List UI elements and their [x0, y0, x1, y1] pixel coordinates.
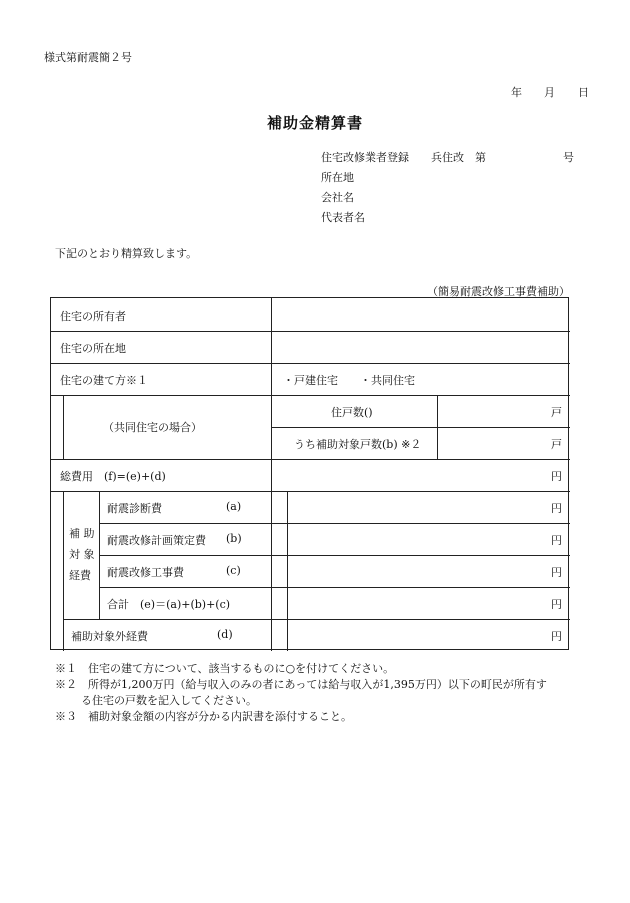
owner-label: 住宅の所有者: [60, 310, 126, 323]
settlement-table: [50, 297, 569, 650]
registration-line: 住宅改修業者登録 兵住改 第 号: [321, 151, 574, 164]
row-divider: [99, 555, 570, 556]
total-cost-label: 総費用 (f)=(e)+(d): [60, 470, 166, 483]
column-divider: [99, 491, 100, 619]
subsidy-group-label-3: 経費: [69, 569, 91, 582]
building-type-options[interactable]: ・戸建住宅 ・共同住宅: [283, 374, 415, 387]
unit-yen: 円: [551, 566, 562, 579]
plan-label: 耐震改修計画策定費: [107, 534, 206, 547]
subsidy-group-label-2: 対 象: [69, 548, 95, 561]
row-divider: [51, 363, 570, 364]
shared-housing-label: （共同住宅の場合）: [103, 421, 202, 434]
unit-house: 戸: [551, 406, 562, 419]
diagnosis-code: (a): [226, 500, 242, 513]
unit-yen: 円: [551, 598, 562, 611]
excluded-cost-code: (d): [217, 628, 233, 641]
row-divider: [51, 491, 570, 492]
unit-yen: 円: [551, 470, 562, 483]
row-divider: [51, 395, 570, 396]
column-divider: [287, 491, 288, 651]
row-divider: [271, 427, 570, 428]
representative-label: 代表者名: [321, 211, 365, 224]
unit-yen: 円: [551, 630, 562, 643]
column-divider: [63, 395, 64, 459]
date-month-label: 月: [544, 86, 555, 99]
row-divider: [99, 587, 570, 588]
note-2-continued: る住宅の戸数を記入してください。: [81, 694, 257, 707]
diagnosis-label: 耐震診断費: [107, 502, 162, 515]
date-year-label: 年: [511, 86, 522, 99]
note-3: ※３ 補助対象金額の内容が分かる内訳書を添付すること。: [55, 710, 352, 723]
unit-yen: 円: [551, 534, 562, 547]
row-divider: [63, 619, 570, 620]
work-code: (c): [226, 564, 241, 577]
intro-text: 下記のとおり精算致します。: [55, 247, 198, 260]
location-label: 住宅の所在地: [60, 342, 126, 355]
address-label: 所在地: [321, 171, 354, 184]
date-day-label: 日: [578, 86, 589, 99]
building-type-label: 住宅の建て方※１: [60, 374, 148, 387]
form-number: 様式第耐震簡２号: [44, 51, 132, 64]
unit-house: 戸: [551, 438, 562, 451]
note-2: ※２ 所得が1,200万円（給与収入のみの者にあっては給与収入が1,395万円）以下の町民が所有す: [55, 678, 547, 691]
subtotal-label: 合計 (e)＝(a)+(b)+(c): [107, 598, 231, 611]
plan-code: (b): [226, 532, 242, 545]
column-divider: [63, 491, 64, 651]
column-divider: [437, 395, 438, 459]
subsidized-count-label: うち補助対象戸数(b) ※２: [294, 438, 422, 451]
work-label: 耐震改修工事費: [107, 566, 184, 579]
household-count-label: 住戸数(): [331, 406, 373, 419]
unit-yen: 円: [551, 502, 562, 515]
subsidy-name: （簡易耐震改修工事費補助）: [427, 285, 570, 298]
row-divider: [99, 523, 570, 524]
excluded-cost-label: 補助対象外経費: [71, 630, 148, 643]
column-divider: [271, 298, 272, 651]
company-label: 会社名: [321, 191, 354, 204]
row-divider: [51, 459, 570, 460]
note-1: ※１ 住宅の建て方について、該当するものに○を付けてください。: [55, 662, 395, 675]
subsidy-group-label-1: 補 助: [69, 527, 95, 540]
row-divider: [51, 331, 570, 332]
page-title: 補助金精算書: [266, 114, 363, 132]
